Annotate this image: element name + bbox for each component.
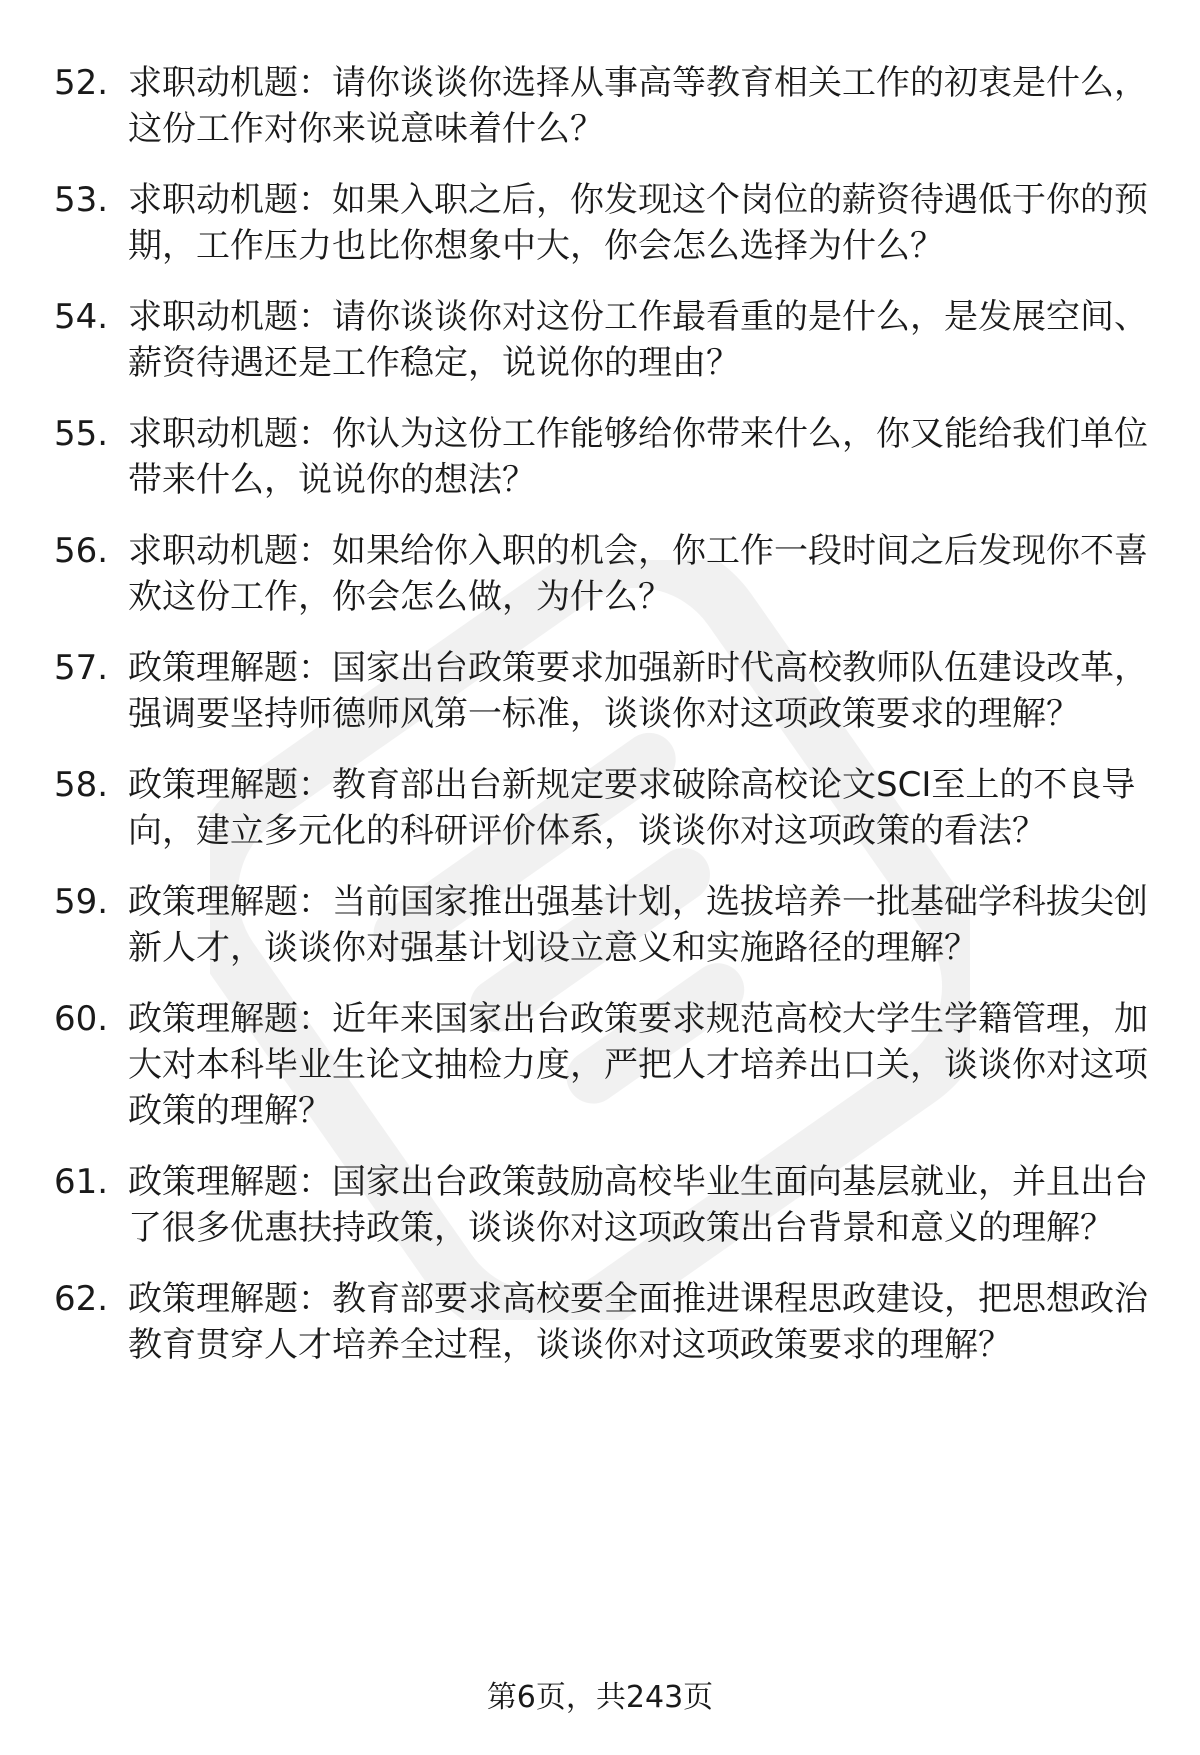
list-item (0, 996, 1200, 1134)
question-number: 61. (54, 1162, 109, 1202)
question-text: 求职动机题：请你谈谈你选择从事高等教育相关工作的初衷是什么，这份工作对你来说意味着什么？ (128, 63, 1148, 149)
list-item (0, 645, 1200, 737)
list-item (0, 177, 1200, 269)
list-item (0, 879, 1200, 971)
list-item (0, 294, 1200, 386)
question-text: 政策理解题：国家出台政策鼓励高校毕业生面向基层就业，并且出台了很多优惠扶持政策，谈谈你对这项政策出台背景和意义的理解？ (128, 1162, 1148, 1248)
question-text: 政策理解题：当前国家推出强基计划，选拔培养一批基础学科拔尖创新人才，谈谈你对强基计划设立意义和实施路径的理解？ (128, 882, 1148, 968)
list-item (0, 411, 1200, 503)
question-number: 62. (54, 1279, 109, 1319)
question-number: 54. (54, 297, 109, 337)
list-item (0, 60, 1200, 152)
question-text: 求职动机题：请你谈谈你对这份工作最看重的是什么，是发展空间、薪资待遇还是工作稳定，说说你的理由？ (128, 297, 1148, 383)
question-text: 政策理解题：国家出台政策要求加强新时代高校教师队伍建设改革，强调要坚持师德师风第一标准，谈谈你对这项政策要求的理解？ (128, 648, 1148, 734)
question-text: 政策理解题：教育部出台新规定要求破除高校论文SCI至上的不良导向，建立多元化的科研评价体系，谈谈你对这项政策的看法？ (128, 765, 1136, 851)
question-number: 59. (54, 882, 109, 922)
question-number: 53. (54, 180, 109, 220)
list-item (0, 1159, 1200, 1251)
question-text: 求职动机题：如果入职之后，你发现这个岗位的薪资待遇低于你的预期，工作压力也比你想象中大，你会怎么选择为什么？ (128, 180, 1148, 266)
question-number: 56. (54, 531, 109, 571)
page-number-label: 第6页，共243页 (486, 1680, 714, 1715)
question-number: 60. (54, 999, 109, 1039)
question-text: 政策理解题：教育部要求高校要全面推进课程思政建设，把思想政治教育贯穿人才培养全过程，谈谈你对这项政策要求的理解？ (128, 1279, 1148, 1365)
page-footer (0, 1678, 1200, 1718)
question-list (0, 60, 1200, 1393)
question-text: 政策理解题：近年来国家出台政策要求规范高校大学生学籍管理，加大对本科毕业生论文抽检力度，严把人才培养出口关，谈谈你对这项政策的理解？ (128, 999, 1148, 1131)
question-text: 求职动机题：如果给你入职的机会，你工作一段时间之后发现你不喜欢这份工作，你会怎么做，为什么？ (128, 531, 1148, 617)
question-number: 57. (54, 648, 109, 688)
question-text: 求职动机题：你认为这份工作能够给你带来什么，你又能给我们单位带来什么，说说你的想法？ (128, 414, 1148, 500)
list-item (0, 762, 1200, 854)
question-number: 52. (54, 63, 109, 103)
question-number: 58. (54, 765, 109, 805)
question-number: 55. (54, 414, 109, 454)
list-item (0, 528, 1200, 620)
list-item (0, 1276, 1200, 1368)
